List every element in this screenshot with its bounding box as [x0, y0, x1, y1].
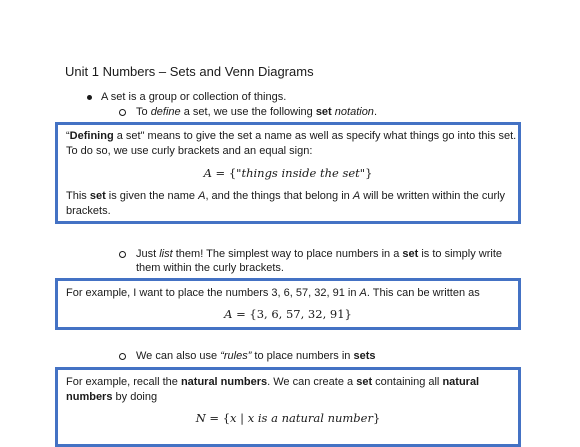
text-bold: set: [315, 106, 332, 118]
definition-box: [55, 122, 521, 224]
math-variable: x: [247, 411, 255, 425]
box-line: To do so, we use curly brackets and an equal sign:: [66, 145, 313, 157]
text-emphasis: define: [150, 106, 181, 118]
sub-bullet-list: [136, 247, 502, 261]
box-line: brackets.: [66, 205, 111, 217]
sub-bullet-define: [136, 105, 377, 119]
text-fragment: , and the things that belong in: [205, 190, 353, 202]
bullet-icon: [87, 95, 92, 100]
text-emphasis: “rules”: [220, 350, 252, 362]
text-fragment: . This can be written as: [366, 287, 480, 299]
math-variable: A: [203, 166, 212, 180]
text-fragment: For example, recall the: [66, 376, 181, 388]
math-text: is a natural number: [254, 411, 373, 425]
text-fragment: To: [136, 106, 151, 118]
math-variable: x: [230, 411, 237, 425]
math-variable: A: [359, 287, 367, 299]
math-symbol: = {3, 6, 57, 32, 91}: [232, 307, 352, 321]
example-list-box: [55, 278, 521, 330]
page-title: Unit 1 Numbers – Sets and Venn Diagrams: [65, 64, 314, 79]
text-fragment: by doing: [112, 391, 158, 403]
text-fragment: to place numbers in: [251, 350, 354, 362]
text-fragment: containing all: [372, 376, 443, 388]
text-fragment: will be written within the curly: [360, 190, 506, 202]
math-symbol: "}: [359, 166, 373, 180]
math-symbol: }: [372, 411, 381, 425]
circle-bullet-icon: [119, 353, 126, 360]
text-bold: Defining: [69, 130, 114, 142]
box-line: [66, 286, 480, 300]
circle-bullet-icon: [119, 109, 126, 116]
sub-bullet-list-cont: them within the curly brackets.: [136, 262, 284, 274]
text-emphasis: list: [159, 248, 173, 260]
math-symbol: = {: [205, 411, 231, 425]
text-bold: natural: [442, 376, 480, 388]
box-line: [66, 390, 157, 404]
text-fragment: is given the name: [105, 190, 199, 202]
text-fragment: them! The simplest way to place numbers in a: [172, 248, 403, 260]
circle-bullet-icon: [119, 251, 126, 258]
text-fragment: We can also use: [136, 350, 221, 362]
math-symbol: |: [236, 411, 248, 425]
text-fragment: .: [373, 106, 377, 118]
text-fragment: a set" means to give the set a name as well as specify what things go into this set.: [113, 130, 517, 142]
math-symbol: = {": [211, 166, 242, 180]
text-emphasis: notation: [334, 106, 374, 118]
text-fragment: “: [66, 130, 70, 142]
math-variable: A: [352, 190, 361, 202]
math-text: things inside the set: [241, 166, 360, 180]
text-bold: natural numbers: [180, 376, 268, 388]
text-bold: numbers: [66, 391, 113, 403]
text-bold: set: [89, 190, 106, 202]
box-line: [66, 375, 479, 389]
math-variable: A: [224, 307, 233, 321]
set-notation-formula: [58, 166, 518, 180]
text-bold: sets: [353, 350, 376, 362]
text-fragment: is to simply write: [418, 248, 503, 260]
natural-numbers-box: [55, 367, 521, 447]
text-fragment: . We can create a: [267, 376, 357, 388]
math-variable: N: [195, 411, 206, 425]
text-fragment: Just: [136, 248, 160, 260]
text-fragment: For example, I want to place the numbers 3, 6, 57, 32, 91 in: [66, 287, 360, 299]
text-fragment: This: [66, 190, 90, 202]
text-bold: set: [402, 248, 419, 260]
text-fragment: a set, we use the following: [180, 106, 316, 118]
bullet-set-definition: A set is a group or collection of things.: [101, 91, 287, 103]
math-variable: A: [198, 190, 206, 202]
box-line: [66, 189, 505, 203]
natural-set-formula: [58, 411, 518, 425]
text-bold: set: [356, 376, 373, 388]
box-line: [66, 129, 516, 143]
sub-bullet-rules: [136, 349, 376, 363]
set-list-formula: [58, 307, 518, 321]
